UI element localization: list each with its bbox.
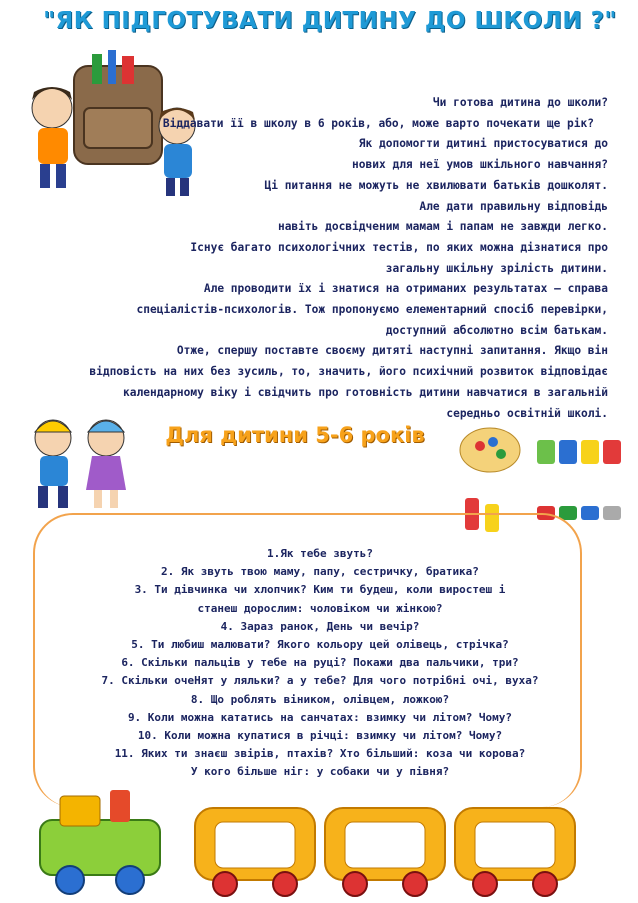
section-subtitle: Для дитини 5-6 років [165,423,425,447]
question-line: 8. Що роблять віником, олівцем, ложкою? [190,692,450,706]
question-line: 5. Ти любиш малювати? Якого кольору цей олівець, стрічка? [131,638,509,652]
intro-line: Але дати правильну відповідь [419,199,608,213]
question-line: 7. Скільки очеНят у ляльки? а у тебе? Для чого потрібні очі, вуха? [101,674,539,688]
question-line: станеш дорослим: чоловіком чи жінкою? [197,601,443,615]
question-line: 10. Коли можна купатися в річці: взимку чи літом? Чому? [137,729,503,743]
intro-line: Ці питання не можуть не хвилювати батьків дошколят. [264,178,608,192]
intro-line: Отже, спершу поставте своєму дитяті наступні запитання. Якщо він [176,344,608,358]
intro-text [28,93,608,424]
intro-line: загальну шкільну зрілість дитини. [385,261,608,275]
intro-line: нових для неї умов шкільного навчання? [352,158,608,172]
question-line: 1.Як тебе звуть? [267,547,373,560]
intro-line: Як допомогти дитині пристосуватися до [358,137,608,151]
intro-line: спеціалістів-психологів. Тож пропонуємо елементарний спосіб перевірки, [136,303,608,317]
questions-list [60,545,580,782]
train-illustration [20,780,610,900]
kids-walking-illustration [8,410,148,515]
question-line: 6. Скільки пальців у тебе на руці? Покажи два пальчики, три? [121,656,519,670]
question-line: 4. Зараз ранок, День чи вечір? [220,619,420,633]
intro-line: відповість на них без зусиль, то, значить, його психічний розвиток відповідає [89,365,608,379]
intro-line: доступний абсолютно всім батькам. [385,323,608,337]
question-line: 9. Коли можна кататись на санчатах: взимку чи літом? Чому? [127,710,513,724]
intro-line: календарному віку і свідчить про готовність дитини навчатися в загальній [123,385,608,399]
intro-line: навіть досвідченим мамам і папам не завжди легко. [277,220,608,234]
page-title: "ЯК ПІДГОТУВАТИ ДИТИНУ ДО ШКОЛИ ?" [43,8,617,34]
intro-line: середньо освітній школі. [446,406,608,420]
intro-line: Але проводити їх і знатися на отриманих результатах – справа [203,282,608,296]
question-line: 2. Як звуть твою маму, папу, сестричку, братика? [161,565,479,579]
intro-line: Чи готова дитина до школи? [432,96,608,109]
question-line: У кого більше ніг: у собаки чи у півня? [190,765,450,779]
intro-line: Існує багато психологічних тестів, по яких можна дізнатися про [190,240,608,254]
question-line: 3. Ти дівчинка чи хлопчик? Ким ти будеш, коли виростеш і [134,583,506,597]
intro-line: Віддавати її в школу в 6 років, або, може варто почекати ще рік? [162,116,594,130]
question-line: 11. Яких ти знаєш звірів, птахів? Хто більший: коза чи корова? [114,747,526,761]
